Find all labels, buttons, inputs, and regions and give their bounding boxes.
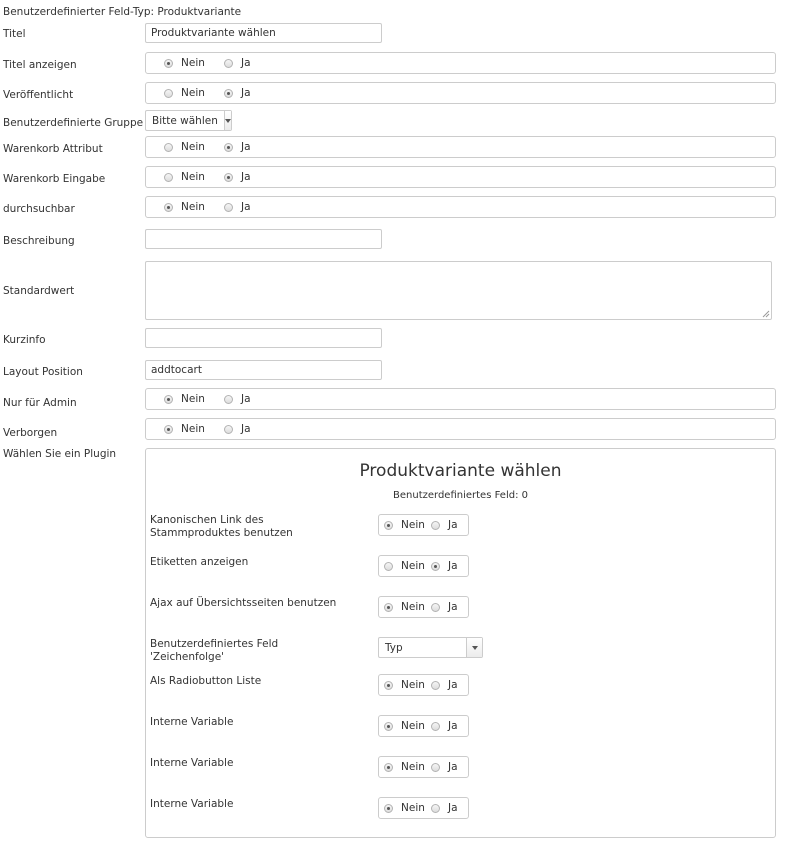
titel-label: Titel [3,28,26,40]
warenkorb-attribut-radio-group [145,136,776,158]
option-label: Nein [401,560,425,572]
durchsuchbar-radio-group [145,196,776,218]
titel-anzeigen-label: Titel anzeigen [3,59,77,71]
canonical-label [150,514,340,540]
warenkorb-eingabe-nein-option[interactable] [164,167,205,187]
radio-icon[interactable] [224,173,233,182]
option-label: Ja [448,720,458,732]
interne-variable-3-radio-group [378,797,469,819]
titel-anzeigen-ja-option[interactable] [224,53,251,73]
option-label: Nein [401,601,425,613]
radio-icon[interactable] [164,89,173,98]
radio-icon[interactable] [384,763,393,772]
radio-icon[interactable] [431,763,440,772]
radio-icon[interactable] [384,603,393,612]
resize-grip-icon[interactable] [762,310,770,318]
interne-variable-1-nein-option[interactable] [384,716,425,736]
gruppe-select[interactable] [145,110,232,131]
radio-icon[interactable] [164,395,173,404]
field-type-value: Produktvariante [157,6,242,18]
plugin-title: Produktvariante wählen [359,461,562,481]
plugin-subtitle: Benutzerdefiniertes Feld: 0 [393,490,528,501]
nur-fuer-admin-ja-option[interactable] [224,389,251,409]
radiobutton-liste-label: Als Radiobutton Liste [150,675,262,687]
nur-fuer-admin-nein-option[interactable] [164,389,205,409]
ajax-radio-group [378,596,469,618]
radiobutton-liste-nein-option[interactable] [384,675,425,695]
verborgen-label: Verborgen [3,427,58,439]
option-label: Nein [401,679,425,691]
option-label: Nein [181,393,205,405]
radio-icon[interactable] [431,521,440,530]
radio-icon[interactable] [384,521,393,530]
option-label: Nein [401,519,425,531]
option-label: Ja [448,679,458,691]
titel-anzeigen-nein-option[interactable] [164,53,205,73]
option-label: Nein [181,171,205,183]
radio-icon[interactable] [224,395,233,404]
warenkorb-attribut-label: Warenkorb Attribut [3,143,103,155]
interne-variable-3-ja-option[interactable] [431,798,458,818]
warenkorb-attribut-nein-option[interactable] [164,137,205,157]
radio-icon[interactable] [431,681,440,690]
interne-variable-2-radio-group [378,756,469,778]
option-label: Ja [241,141,251,153]
nur-fuer-admin-radio-group [145,388,776,410]
radio-icon[interactable] [384,722,393,731]
option-label: Ja [241,201,251,213]
radiobutton-liste-radio-group [378,674,469,696]
beschreibung-input[interactable] [145,229,382,249]
radio-icon[interactable] [224,59,233,68]
verborgen-nein-option[interactable] [164,419,205,439]
option-label: Nein [181,201,205,213]
field-type-label: Benutzerdefinierter Feld-Typ: [3,6,155,18]
kurzinfo-input[interactable] [145,328,382,348]
custom-field-label [150,638,340,664]
option-label: Ja [241,171,251,183]
option-label: Ja [448,560,458,572]
durchsuchbar-label: durchsuchbar [3,203,75,215]
option-label: Ja [448,761,458,773]
verborgen-ja-option[interactable] [224,419,251,439]
canonical-ja-option[interactable] [431,515,458,535]
canonical-label-line1: Kanonischen Link des [150,514,264,526]
option-label: Ja [448,519,458,531]
custom-field-label-line1: Benutzerdefiniertes Feld [150,638,279,650]
radio-icon[interactable] [224,425,233,434]
option-label: Nein [401,761,425,773]
durchsuchbar-ja-option[interactable] [224,197,251,217]
radio-icon[interactable] [431,722,440,731]
veroeffentlicht-nein-option[interactable] [164,83,205,103]
plugin-panel [145,448,776,838]
titel-anzeigen-radio-group [145,52,776,74]
radio-icon[interactable] [164,203,173,212]
warenkorb-eingabe-label: Warenkorb Eingabe [3,173,106,185]
interne-variable-3-nein-option[interactable] [384,798,425,818]
option-label: Nein [181,57,205,69]
etiketten-radio-group [378,555,469,577]
interne-variable-2-label: Interne Variable [150,757,234,769]
radio-icon[interactable] [164,59,173,68]
radio-icon[interactable] [384,804,393,813]
option-label: Ja [448,802,458,814]
nur-fuer-admin-label: Nur für Admin [3,397,77,409]
option-label: Ja [241,393,251,405]
plugin-label: Wählen Sie ein Plugin [3,448,117,460]
radio-icon[interactable] [384,681,393,690]
layout-position-input[interactable]: addtocart [145,360,382,380]
custom-field-select[interactable] [378,637,483,658]
radio-icon[interactable] [164,143,173,152]
radio-icon[interactable] [431,562,440,571]
veroeffentlicht-label: Veröffentlicht [3,89,74,101]
verborgen-radio-group [145,418,776,440]
ajax-nein-option[interactable] [384,597,425,617]
canonical-nein-option[interactable] [384,515,425,535]
kurzinfo-label: Kurzinfo [3,334,46,346]
radio-icon[interactable] [164,425,173,434]
warenkorb-eingabe-ja-option[interactable] [224,167,251,187]
beschreibung-label: Beschreibung [3,235,75,247]
custom-field-select-value: Typ [385,641,403,654]
interne-variable-1-ja-option[interactable] [431,716,458,736]
option-label: Nein [401,720,425,732]
chevron-down-icon[interactable] [466,638,482,657]
radio-icon[interactable] [164,173,173,182]
option-label: Ja [241,87,251,99]
titel-input[interactable]: Produktvariante wählen [145,23,382,43]
durchsuchbar-nein-option[interactable] [164,197,205,217]
veroeffentlicht-ja-option[interactable] [224,83,251,103]
canonical-label-line2: Stammproduktes benutzen [150,527,293,539]
gruppe-label: Benutzerdefinierte Gruppe [3,117,144,129]
etiketten-nein-option[interactable] [384,556,425,576]
custom-field-label-line2: 'Zeichenfolge' [150,651,225,663]
option-label: Nein [401,802,425,814]
etiketten-label: Etiketten anzeigen [150,556,249,568]
radiobutton-liste-ja-option[interactable] [431,675,458,695]
veroeffentlicht-radio-group [145,82,776,104]
interne-variable-1-label: Interne Variable [150,716,234,728]
warenkorb-attribut-ja-option[interactable] [224,137,251,157]
interne-variable-2-nein-option[interactable] [384,757,425,777]
option-label: Ja [241,57,251,69]
warenkorb-eingabe-radio-group [145,166,776,188]
option-label: Nein [181,87,205,99]
radio-icon[interactable] [224,89,233,98]
interne-variable-2-ja-option[interactable] [431,757,458,777]
standardwert-textarea[interactable] [145,261,772,320]
interne-variable-1-radio-group [378,715,469,737]
layout-position-label: Layout Position [3,366,83,378]
radio-icon[interactable] [224,203,233,212]
gruppe-select-value: Bitte wählen [152,114,218,127]
radio-icon[interactable] [431,804,440,813]
canonical-radio-group [378,514,469,536]
ajax-ja-option[interactable] [431,597,458,617]
etiketten-ja-option[interactable] [431,556,458,576]
option-label: Ja [448,601,458,613]
interne-variable-3-label: Interne Variable [150,798,234,810]
radio-icon[interactable] [224,143,233,152]
option-label: Nein [181,423,205,435]
standardwert-label: Standardwert [3,285,75,297]
radio-icon[interactable] [431,603,440,612]
field-type-header [3,6,241,18]
option-label: Nein [181,141,205,153]
radio-icon[interactable] [384,562,393,571]
chevron-down-icon[interactable] [224,111,231,130]
option-label: Ja [241,423,251,435]
ajax-label: Ajax auf Übersichtsseiten benutzen [150,597,337,609]
